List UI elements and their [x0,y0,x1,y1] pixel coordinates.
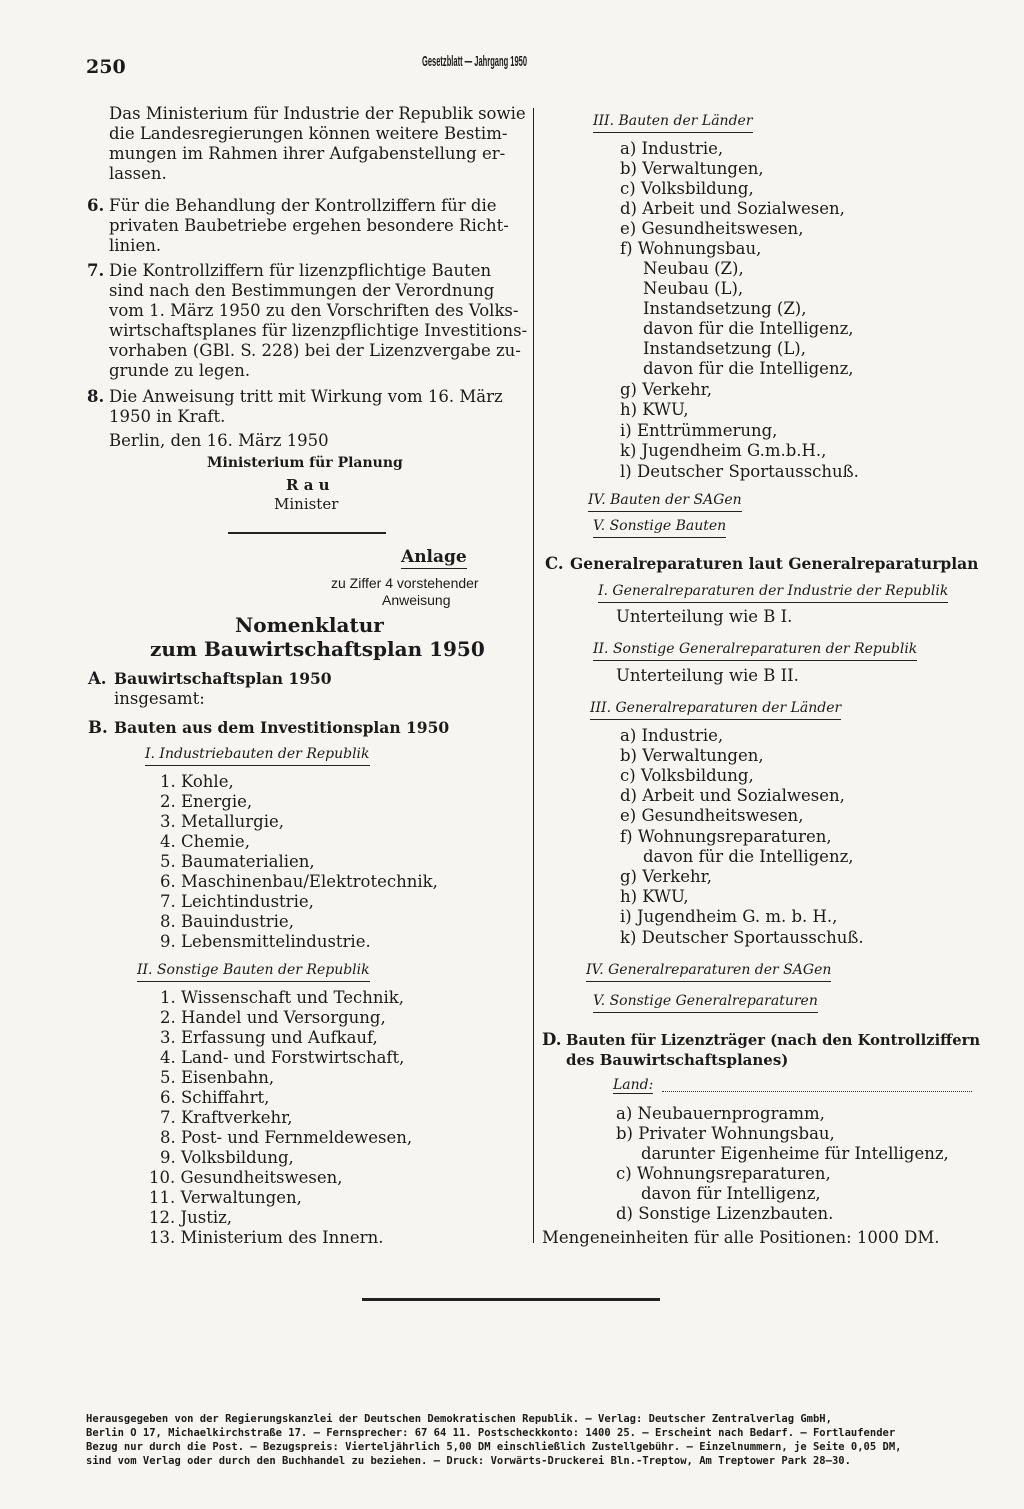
section-d-title: Bauten für Lizenzträger (nach den Kontrollziffern [566,1031,981,1049]
separator-rule [228,532,386,534]
item8-line: Die Anweisung tritt mit Wirkung vom 16. März [109,387,503,406]
item-number: 7. [87,261,105,280]
subsection-title: IV. Bauten der SAGen [588,491,742,512]
imprint-line: Herausgegeben von der Regierungskanzlei der Deutschen Demokratischen Republik. — Verlag: Deutscher Zentralverlag GmbH, [86,1413,832,1425]
item8-line: 1950 in Kraft. [109,407,226,426]
end-rule [362,1298,660,1301]
list-item: l) Deutscher Sportausschuß. [620,462,859,481]
list-item: 7. Kraftverkehr, [160,1108,293,1127]
section-d-title: des Bauwirtschaftsplanes) [566,1051,789,1069]
list-item: 5. Eisenbahn, [160,1068,275,1087]
item7-line: Die Kontrollziffern für lizenzpflichtige Bauten [109,261,492,280]
item7-line: wirtschaftsplanes für lizenzpflichtige Investitions- [109,321,528,340]
item7-line: sind nach den Bestimmungen der Verordnung [109,281,495,300]
subsection-text: Unterteilung wie B I. [616,607,793,626]
units-note: Mengeneinheiten für alle Positionen: 1000 DM. [542,1228,940,1247]
list-item: d) Arbeit und Sozialwesen, [620,786,845,805]
anlage-line: Anweisung [382,592,451,608]
section-c-label: C. [545,554,564,573]
section-a-label: A. [88,669,107,688]
list-item: c) Volksbildung, [620,766,754,785]
list-item: h) KWU, [620,400,689,419]
list-item: e) Gesundheitswesen, [620,806,804,825]
list-item: b) Verwaltungen, [620,159,764,178]
list-item: g) Verkehr, [620,380,713,399]
list-item: d) Sonstige Lizenzbauten. [616,1204,834,1223]
signature-title: Minister [274,495,339,513]
list-item: 1. Wissenschaft und Technik, [160,988,404,1007]
item7-line: vorhaben (GBl. S. 228) bei der Lizenzvergabe zu- [109,341,521,360]
anlage-line: zu Ziffer 4 vorstehender [331,575,479,591]
signature-name: R a u [286,476,330,494]
intro-line: die Landesregierungen können weitere Bestim- [109,124,508,143]
list-item: 2. Energie, [160,792,253,811]
land-label: Land: [613,1077,654,1093]
list-item: b) Verwaltungen, [620,746,764,765]
list-item: Instandsetzung (L), [643,339,806,358]
list-item: i) Jugendheim G. m. b. H., [620,907,838,926]
item-number: 6. [87,196,105,215]
list-item: 8. Bauindustrie, [160,912,294,931]
subsection-title: I. Generalreparaturen der Industrie der Republik [598,582,948,603]
list-item: g) Verkehr, [620,867,713,886]
list-item: Neubau (Z), [643,259,744,278]
list-item: c) Wohnungsreparaturen, [616,1164,831,1183]
imprint-line: Bezug nur durch die Post. — Bezugspreis: Vierteljährlich 5,00 DM einschließlich Zustellgebühr. — Einzelnummern, je Seite 0,05 DM, [86,1441,902,1453]
subsection-title: III. Bauten der Länder [593,112,753,133]
subsection-title: IV. Generalreparaturen der SAGen [586,961,831,982]
anlage-title: Anlage [401,547,467,567]
intro-line: Das Ministerium für Industrie der Republik sowie [109,104,526,123]
intro-line: mungen im Rahmen ihrer Aufgabenstellung er- [109,144,506,163]
list-item: c) Volksbildung, [620,179,754,198]
imprint-line: Berlin O 17, Michaelkirchstraße 17. — Fernsprecher: 67 64 11. Postscheckkonto: 1400 25. — Erscheint nach Bedarf. — Fortlaufender [86,1427,896,1439]
land-dotted-leader [662,1091,972,1092]
list-item: h) KWU, [620,887,689,906]
section-a-sub: insgesamt: [114,689,205,708]
column-divider [533,108,534,1243]
list-item: 4. Chemie, [160,832,250,851]
heading-bauwirtschaftsplan: zum Bauwirtschaftsplan 1950 [150,637,485,661]
subsection-title: V. Sonstige Generalreparaturen [593,992,818,1013]
signature-ministry: Ministerium für Planung [207,455,403,471]
subsection-text: Unterteilung wie B II. [616,666,799,685]
list-item: Instandsetzung (Z), [643,299,807,318]
page-number: 250 [86,56,126,78]
list-item: 6. Maschinenbau/Elektrotechnik, [160,872,438,891]
list-item: 1. Kohle, [160,772,234,791]
section-d-label: D. [542,1030,562,1049]
subsection-title: I. Industriebauten der Republik [145,745,370,766]
list-item: davon für die Intelligenz, [643,319,854,338]
list-item: 9. Volksbildung, [160,1148,294,1167]
heading-nomenklatur: Nomenklatur [235,613,384,637]
running-title: Gesetzblatt — Jahrgang 1950 [422,53,528,70]
list-item: 11. Verwaltungen, [149,1188,302,1207]
list-item: 8. Post- und Fernmeldewesen, [160,1128,413,1147]
list-item: 12. Justiz, [149,1208,233,1227]
place-date: Berlin, den 16. März 1950 [109,431,329,450]
list-item: 9. Lebensmittelindustrie. [160,932,371,951]
list-item: davon für die Intelligenz, [643,847,854,866]
list-item: a) Industrie, [620,139,724,158]
subsection-title: V. Sonstige Bauten [593,517,726,538]
item-number: 8. [87,387,105,406]
item7-line: grunde zu legen. [109,361,251,380]
list-item: f) Wohnungsbau, [620,239,762,258]
list-item: k) Jugendheim G.m.b.H., [620,441,827,460]
list-item: Neubau (L), [643,279,744,298]
section-a-title: Bauwirtschaftsplan 1950 [114,669,332,688]
section-b-label: B. [88,718,108,737]
list-item: 4. Land- und Forstwirtschaft, [160,1048,405,1067]
list-item: davon für Intelligenz, [641,1184,821,1203]
intro-line: lassen. [109,164,167,183]
item6-line: Für die Behandlung der Kontrollziffern für die [109,196,497,215]
subsection-title: II. Sonstige Bauten der Republik [137,961,370,982]
subsection-title: II. Sonstige Generalreparaturen der Republik [593,640,917,661]
list-item: f) Wohnungsreparaturen, [620,827,832,846]
item6-line: privaten Baubetriebe ergehen besondere Richt- [109,216,509,235]
imprint-line: sind vom Verlag oder durch den Buchhandel zu beziehen. — Druck: Vorwärts-Druckerei Bln.-Treptow, Am Treptower Park 28—30. [86,1455,851,1467]
list-item: k) Deutscher Sportausschuß. [620,928,864,947]
list-item: 10. Gesundheitswesen, [149,1168,343,1187]
list-item: davon für die Intelligenz, [643,359,854,378]
list-item: a) Neubauernprogramm, [616,1104,825,1123]
list-item: a) Industrie, [620,726,724,745]
list-item: 13. Ministerium des Innern. [149,1228,384,1247]
list-item: 6. Schiffahrt, [160,1088,270,1107]
list-item: 5. Baumaterialien, [160,852,315,871]
list-item: 7. Leichtindustrie, [160,892,314,911]
subsection-title: III. Generalreparaturen der Länder [590,699,841,720]
list-item: 3. Metallurgie, [160,812,285,831]
list-item: d) Arbeit und Sozialwesen, [620,199,845,218]
item7-line: vom 1. März 1950 zu den Vorschriften des Volks- [109,301,519,320]
item6-line: linien. [109,236,162,255]
section-c-title: Generalreparaturen laut Generalreparaturplan [570,554,979,573]
list-item: 2. Handel und Versorgung, [160,1008,386,1027]
list-item: 3. Erfassung und Aufkauf, [160,1028,378,1047]
list-item: i) Enttrümmerung, [620,421,778,440]
list-item: e) Gesundheitswesen, [620,219,804,238]
list-item: darunter Eigenheime für Intelligenz, [641,1144,949,1163]
list-item: b) Privater Wohnungsbau, [616,1124,835,1143]
section-b-title: Bauten aus dem Investitionsplan 1950 [114,718,450,737]
